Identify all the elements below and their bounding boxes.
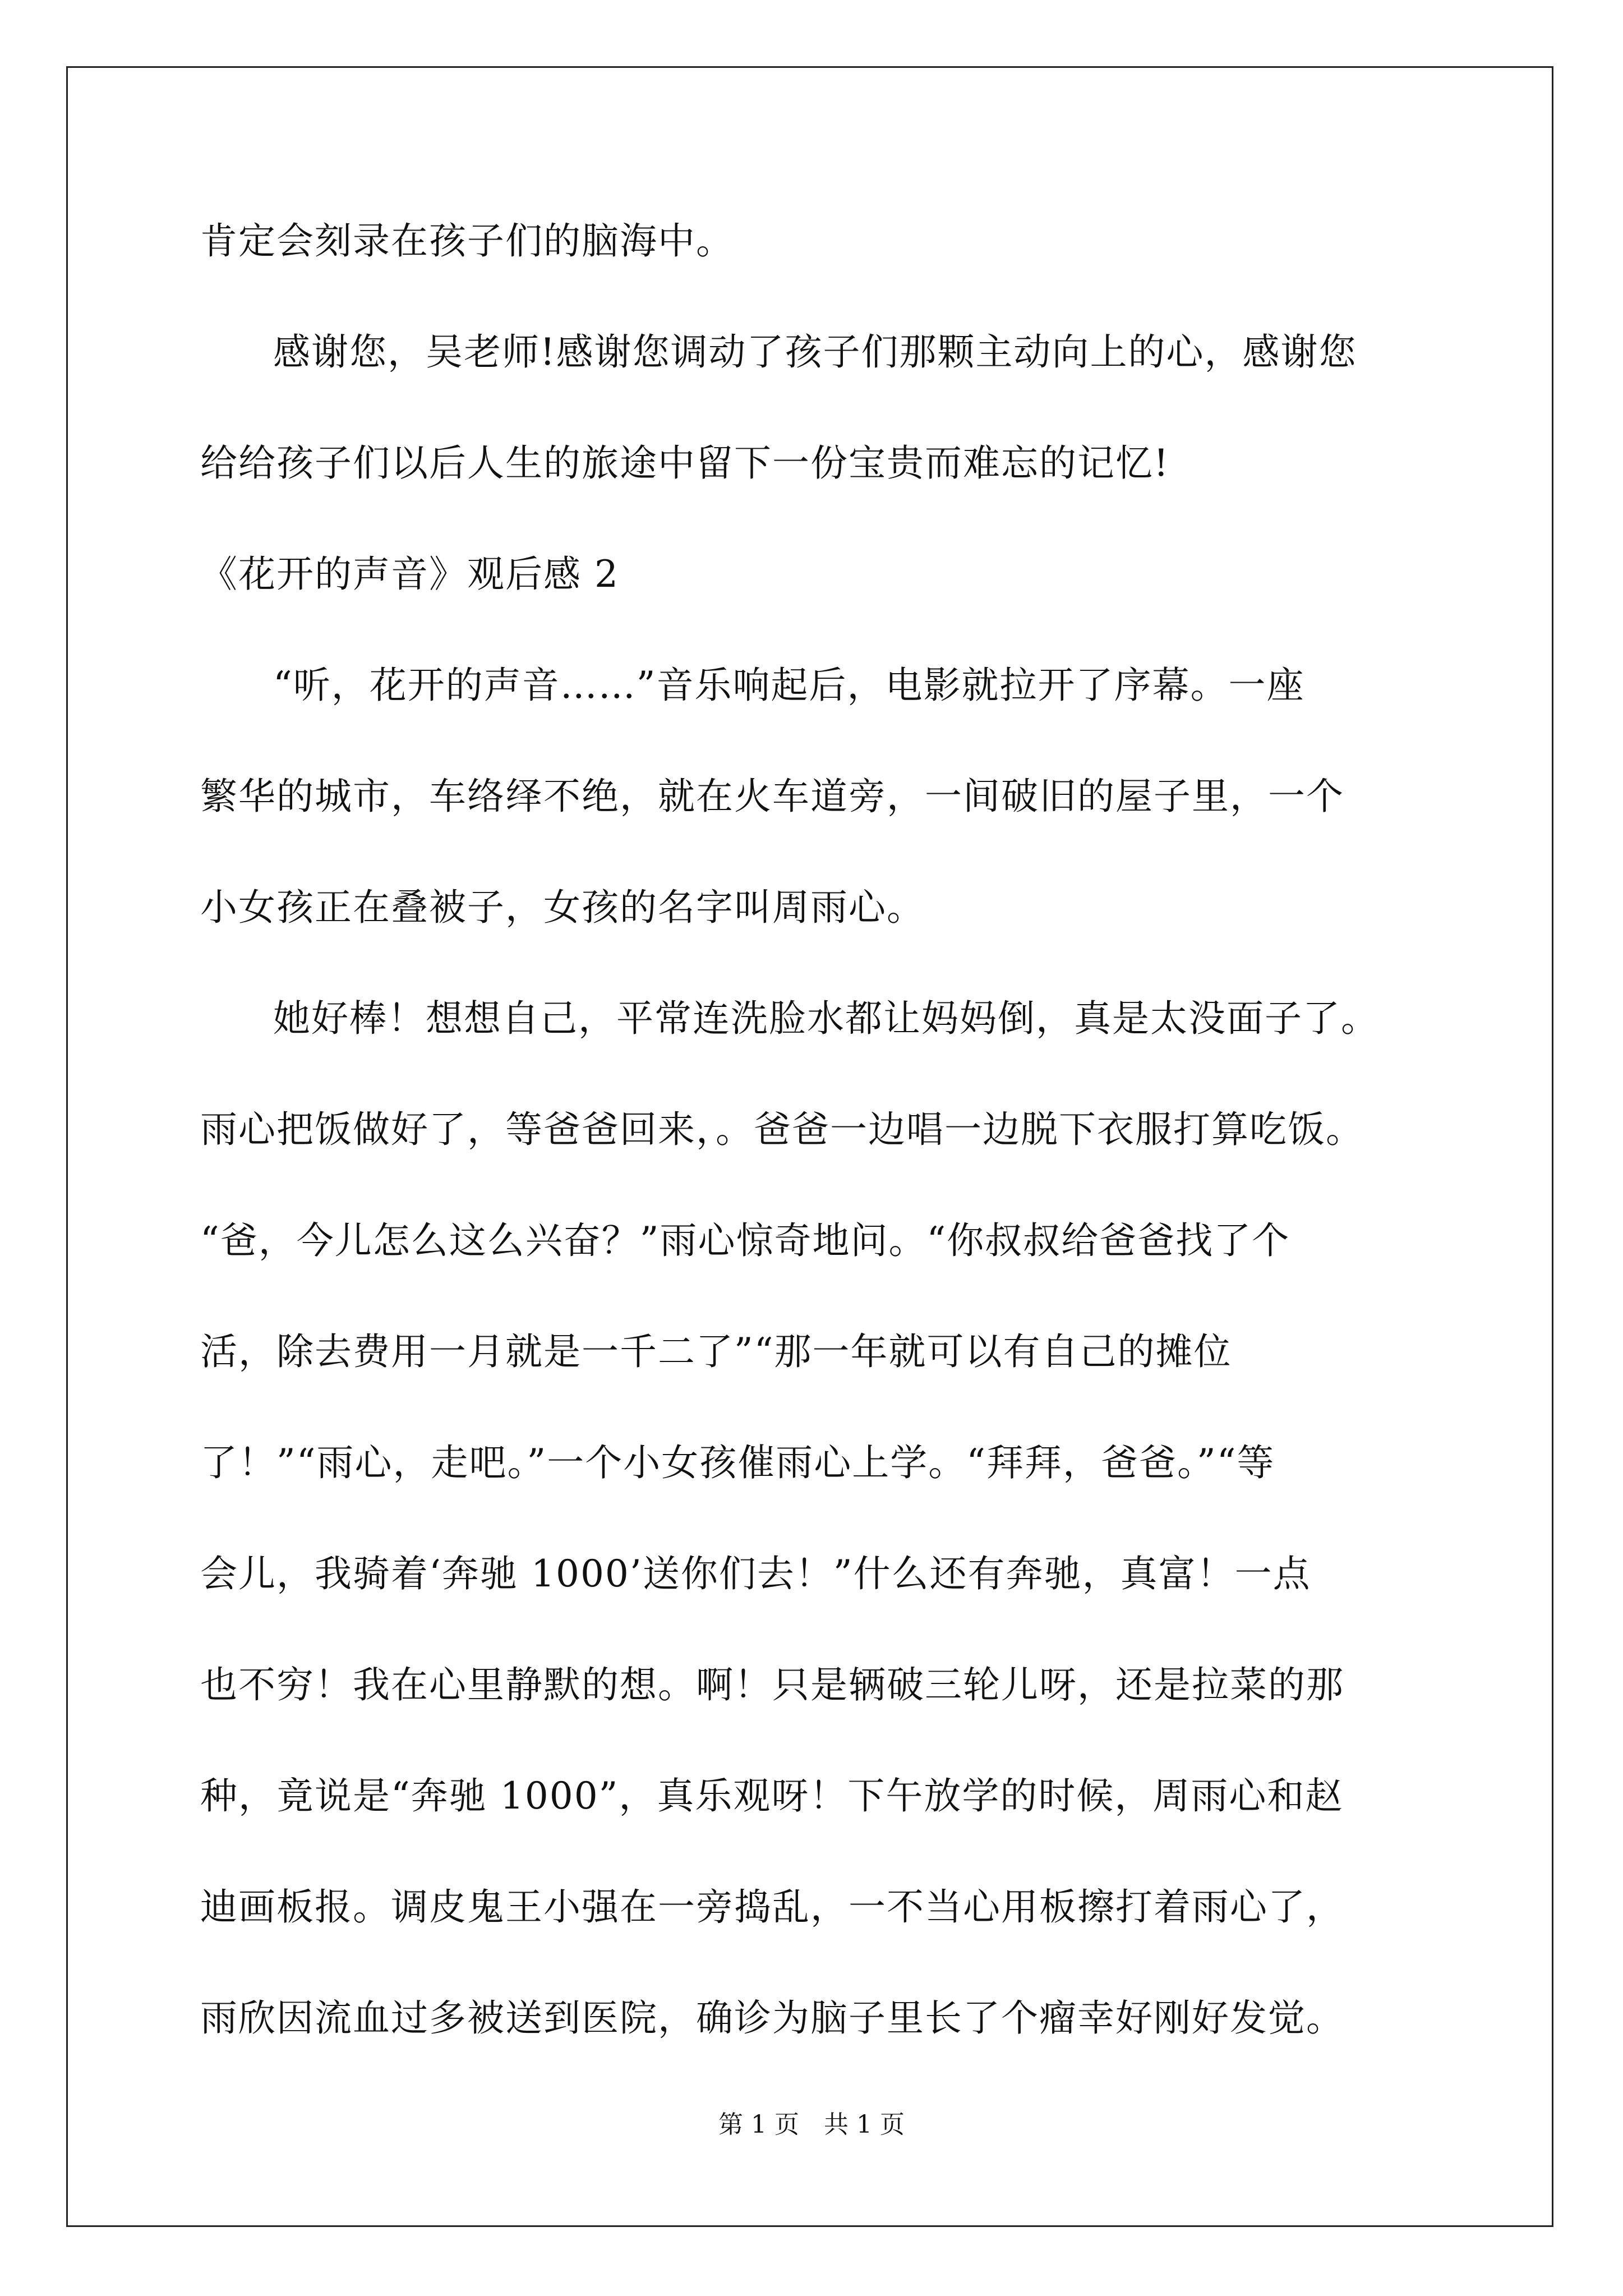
text-line: 肯定会刻录在孩子们的脑海中。 [200, 219, 734, 263]
text-line: 种，竟说是“奔驰 1000”，真乐观呀！下午放学的时候，周雨心和赵 [200, 1774, 1344, 1818]
text-line: 繁华的城市，车络绎不绝，就在火车道旁，一间破旧的屋子里，一个 [200, 775, 1344, 818]
text-line: 迪画板报。调皮鬼王小强在一旁捣乱，一不当心用板擦打着雨心了， [200, 1885, 1344, 1929]
text-line: 会儿，我骑着‘奔驰 1000’送你们去！”什么还有奔驰，真富！一点 [200, 1552, 1311, 1595]
text-line: 小女孩正在叠被子，女孩的名字叫周雨心。 [200, 886, 925, 929]
text-line: 给给孩子们以后人生的旅途中留下一份宝贵而难忘的记忆! [200, 441, 1170, 485]
page-footer: 第 1 页 共 1 页 [718, 2110, 905, 2139]
text-line: 也不穷！我在心里静默的想。啊！只是辆破三轮儿呀，还是拉菜的那 [200, 1663, 1344, 1706]
text-line: 活，除去费用一月就是一千二了”“那一年就可以有自己的摊位 [200, 1330, 1232, 1373]
text-line: 雨欣因流血过多被送到医院，确诊为脑子里长了个瘤幸好刚好发觉。 [200, 1996, 1344, 2040]
text-line: “爸，今儿怎么这么兴奋？”雨心惊奇地问。“你叔叔给爸爸找了个 [200, 1219, 1290, 1262]
paragraph-start: 她好棒！想想自己，平常连洗脸水都让妈妈倒，真是太没面子了。 [273, 997, 1379, 1040]
section-heading: 《花开的声音》观后感 2 [200, 553, 619, 596]
text-line: 了！”“雨心，走吧。”一个小女孩催雨心上学。“拜拜，爸爸。”“等 [200, 1441, 1275, 1484]
paragraph-start: “听，花开的声音……”音乐响起后，电影就拉开了序幕。一座 [273, 664, 1305, 707]
text-line: 雨心把饭做好了，等爸爸回来，。爸爸一边唱一边脱下衣服打算吃饭。 [200, 1108, 1364, 1151]
paragraph-start: 感谢您，吴老师!感谢您调动了孩子们那颗主动向上的心，感谢您 [273, 330, 1357, 374]
